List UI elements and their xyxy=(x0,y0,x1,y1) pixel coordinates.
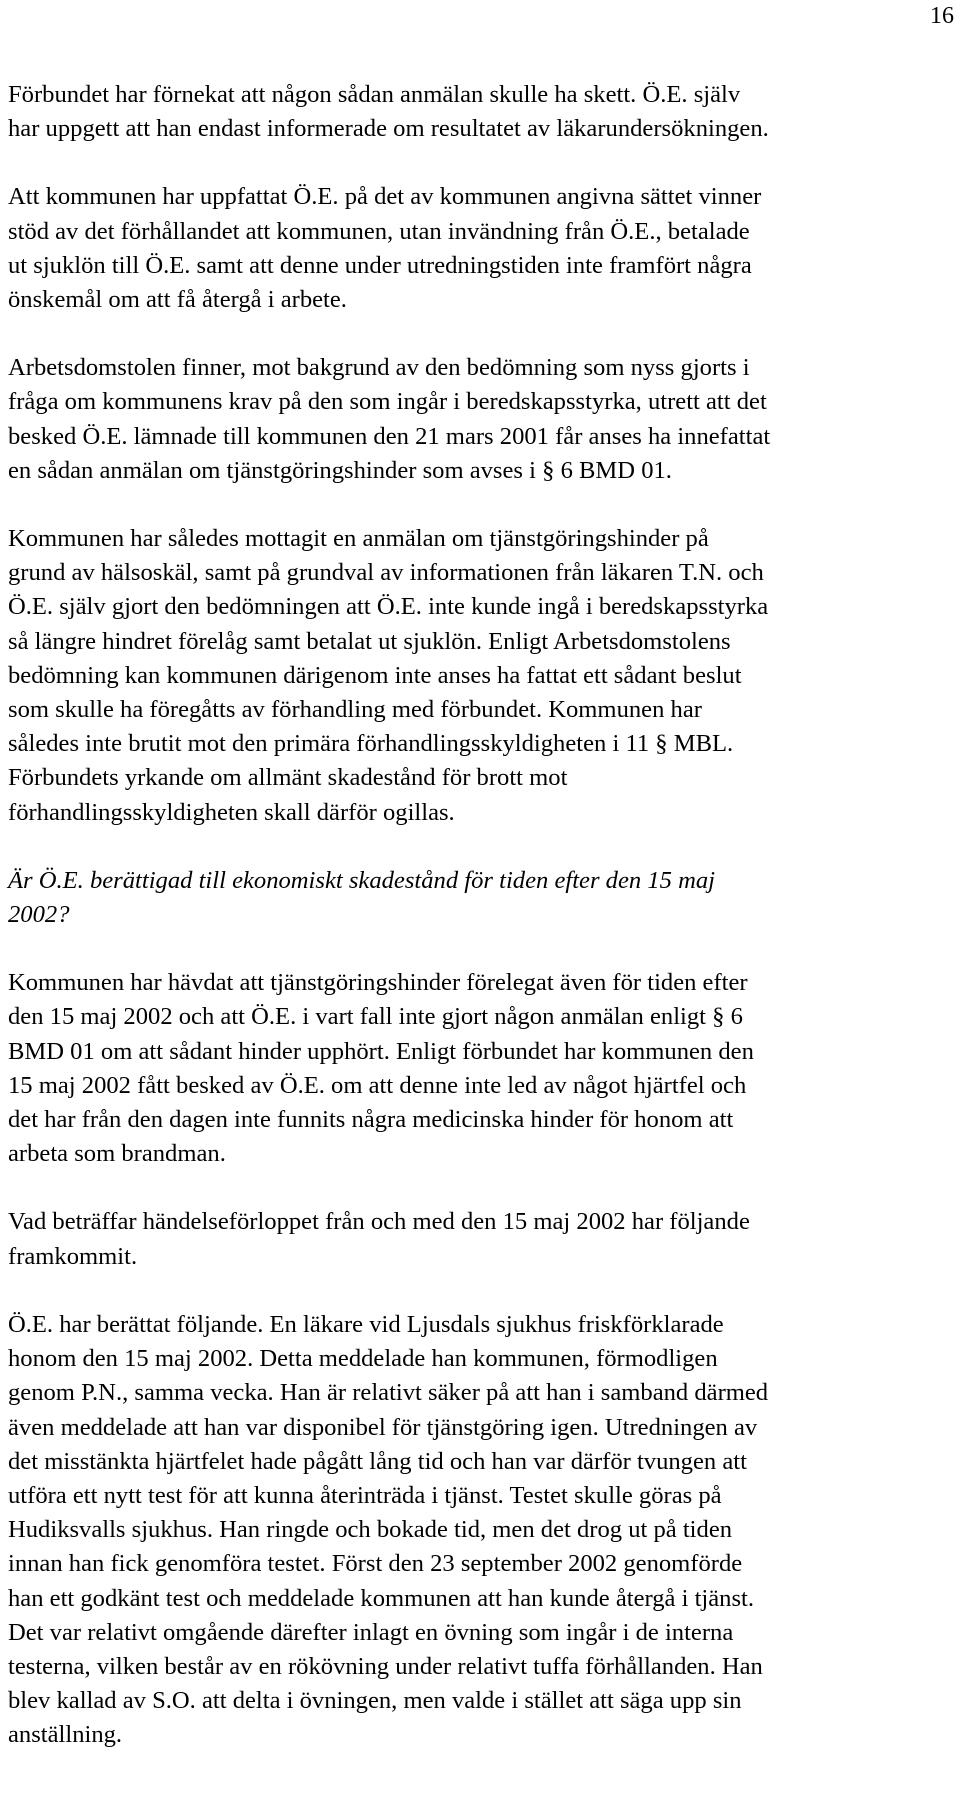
text-line: en sådan anmälan om tjänstgöringshinder som avses i § 6 BMD 01. xyxy=(8,456,672,484)
text-line: även meddelade att han var disponibel för tjänstgöring igen. Utredningen av xyxy=(8,1413,758,1441)
text-line: önskemål om att få återgå i arbete. xyxy=(8,286,347,314)
paragraph xyxy=(8,522,956,830)
paragraph xyxy=(8,78,956,146)
text-line: 15 maj 2002 fått besked av Ö.E. om att denne inte led av något hjärtfel och xyxy=(8,1071,747,1099)
paragraph xyxy=(8,1308,956,1753)
text-line: ut sjuklön till Ö.E. samt att denne under utredningstiden inte framfört några xyxy=(8,251,752,279)
text-line: Vad beträffar händelseförloppet från och med den 15 maj 2002 har följande xyxy=(8,1208,750,1236)
text-line: Kommunen har hävdat att tjänstgöringshinder förelegat även för tiden efter xyxy=(8,969,748,997)
text-line: 2002? xyxy=(8,901,70,929)
text-line: BMD 01 om att sådant hinder upphört. Enligt förbundet har kommunen den xyxy=(8,1037,754,1065)
text-line: den 15 maj 2002 och att Ö.E. i vart fall inte gjort någon anmälan enligt § 6 xyxy=(8,1003,743,1031)
text-line: förhandlingsskyldigheten skall därför ogillas. xyxy=(8,798,455,826)
text-line: utföra ett nytt test för att kunna återinträda i tjänst. Testet skulle göras på xyxy=(8,1481,722,1509)
text-line: har uppgett att han endast informerade om resultatet av läkarundersökningen. xyxy=(8,115,769,143)
section-heading xyxy=(8,864,956,932)
text-line: Arbetsdomstolen finner, mot bakgrund av den bedömning som nyss gjorts i xyxy=(8,354,750,382)
text-line: som skulle ha föregåtts av förhandling med förbundet. Kommunen har xyxy=(8,696,702,724)
text-line: arbeta som brandman. xyxy=(8,1140,226,1168)
text-line: Hudiksvalls sjukhus. Han ringde och bokade tid, men det drog ut på tiden xyxy=(8,1516,733,1544)
text-line: stöd av det förhållandet att kommunen, utan invändning från Ö.E., betalade xyxy=(8,217,750,245)
text-line: testerna, vilken består av en rökövning under relativt tuffa förhållanden. Han xyxy=(8,1652,763,1680)
text-line: bedömning kan kommunen därigenom inte anses ha fattat ett sådant beslut xyxy=(8,661,742,689)
text-line: han ett godkänt test och meddelade kommunen att han kunde återgå i tjänst. xyxy=(8,1584,755,1612)
text-line: genom P.N., samma vecka. Han är relativt säker på att han i samband därmed xyxy=(8,1379,769,1407)
text-line: Ö.E. har berättat följande. En läkare vid Ljusdals sjukhus friskförklarade xyxy=(8,1310,724,1338)
text-line: blev kallad av S.O. att delta i övningen, men valde i stället att säga upp sin xyxy=(8,1687,742,1715)
text-line: det har från den dagen inte funnits några medicinska hinder för honom att xyxy=(8,1106,734,1134)
text-line: Ö.E. själv gjort den bedömningen att Ö.E. inte kunde ingå i beredskapsstyrka xyxy=(8,593,769,621)
text-line: Det var relativt omgående därefter inlagt en övning som ingår i de interna xyxy=(8,1618,734,1646)
paragraph xyxy=(8,1205,956,1273)
paragraph xyxy=(8,180,956,317)
text-line: grund av hälsoskäl, samt på grundval av informationen från läkaren T.N. och xyxy=(8,559,764,587)
paragraph xyxy=(8,966,956,1171)
paragraph xyxy=(8,351,956,488)
document-body xyxy=(8,78,956,1753)
text-line: innan han fick genomföra testet. Först den 23 september 2002 genomförde xyxy=(8,1550,743,1578)
page-number: 16 xyxy=(930,3,954,29)
text-line: Förbundet har förnekat att någon sådan anmälan skulle ha skett. Ö.E. själv xyxy=(8,81,741,108)
text-line: besked Ö.E. lämnade till kommunen den 21 mars 2001 får anses ha innefattat xyxy=(8,422,771,450)
text-line: Att kommunen har uppfattat Ö.E. på det av kommunen angivna sättet vinner xyxy=(8,183,762,211)
text-line: anställning. xyxy=(8,1721,123,1749)
text-line: Är Ö.E. berättigad till ekonomiskt skadestånd för tiden efter den 15 maj xyxy=(8,866,715,894)
text-line: Förbundets yrkande om allmänt skadestånd för brott mot xyxy=(8,764,568,792)
text-line: framkommit. xyxy=(8,1242,138,1270)
text-line: således inte brutit mot den primära förhandlingsskyldigheten i 11 § MBL. xyxy=(8,730,734,758)
text-line: fråga om kommunens krav på den som ingår i beredskapsstyrka, utrett att det xyxy=(8,388,767,416)
text-line: det misstänkta hjärtfelet hade pågått lång tid och han var därför tvungen att xyxy=(8,1447,747,1475)
text-line: Kommunen har således mottagit en anmälan om tjänstgöringshinder på xyxy=(8,525,709,553)
text-line: honom den 15 maj 2002. Detta meddelade han kommunen, förmodligen xyxy=(8,1345,718,1373)
text-line: så längre hindret förelåg samt betalat ut sjuklön. Enligt Arbetsdomstolens xyxy=(8,627,731,655)
